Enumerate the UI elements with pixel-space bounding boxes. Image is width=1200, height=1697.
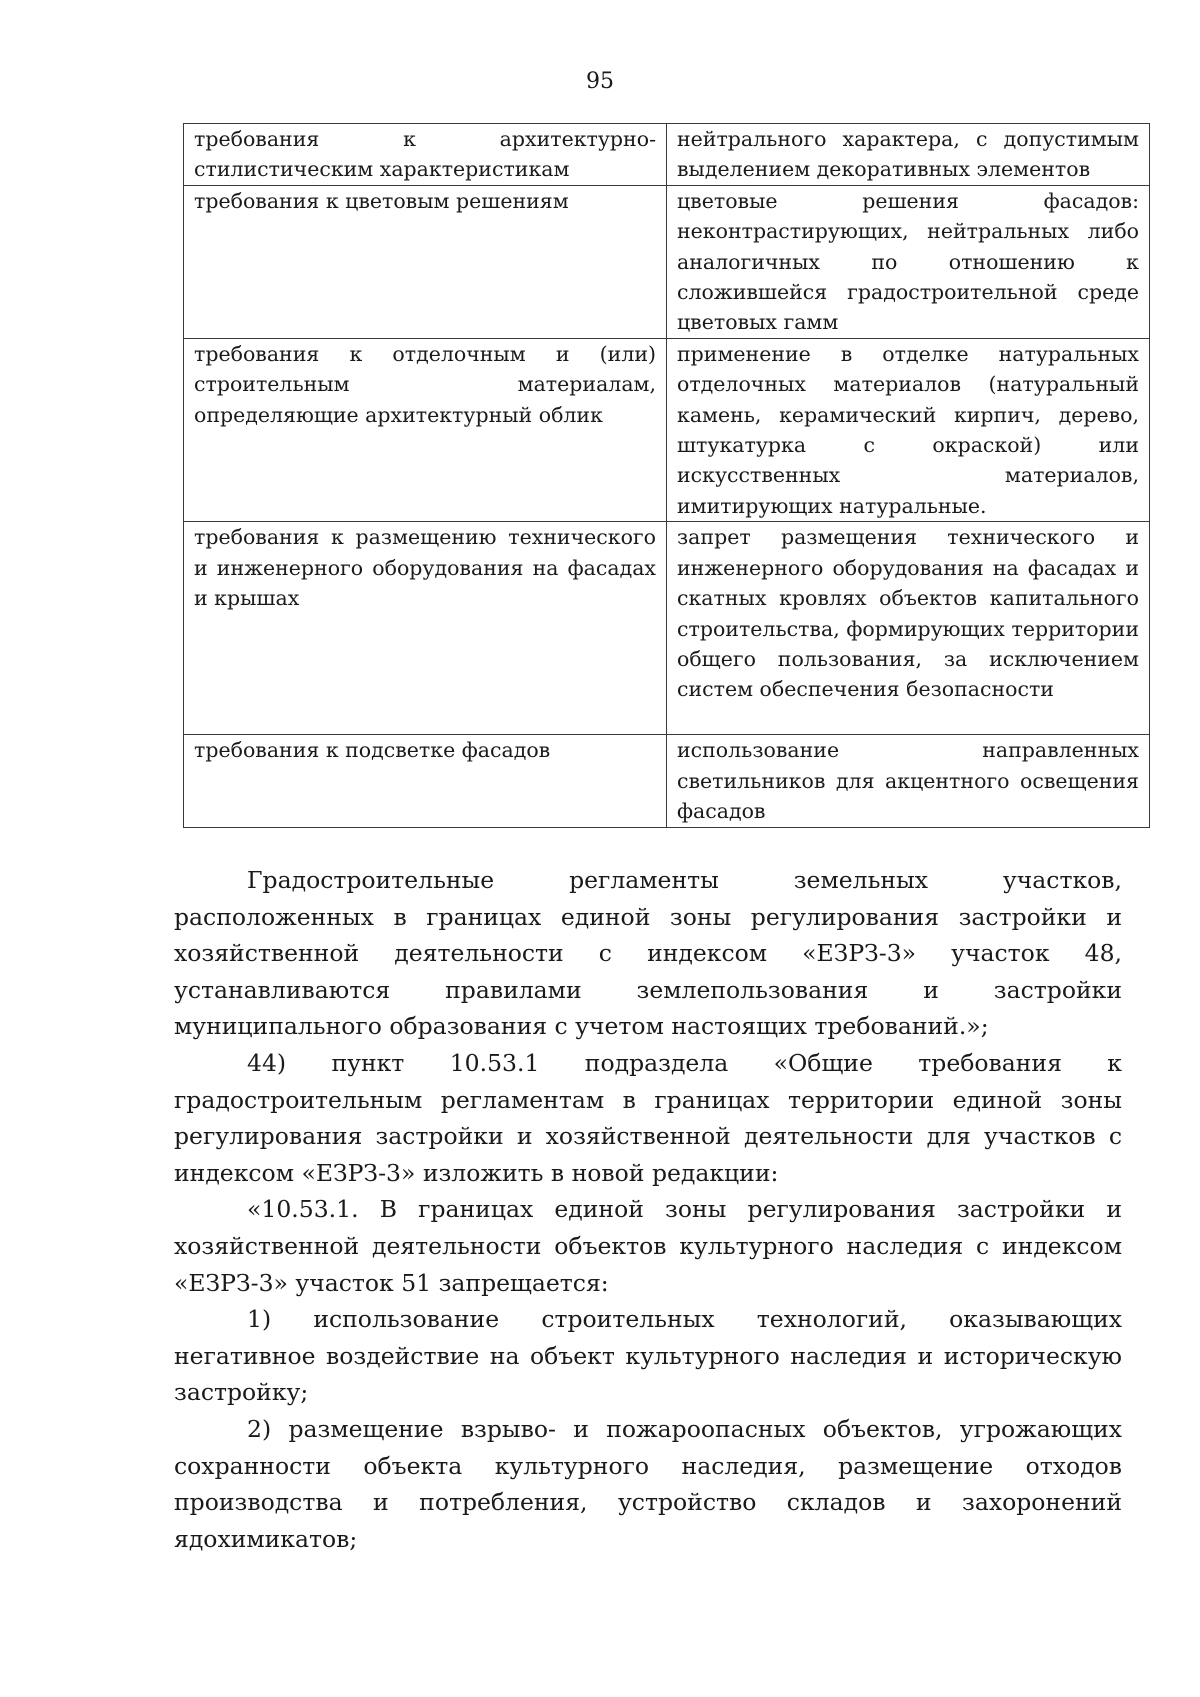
paragraph-prohibition-1: 1) использование строительных технологий, оказывающих негативное воздействие на объект культурного наследия и историческую застройку; [174,1305,1122,1407]
table-row [184,185,1150,338]
paragraph-item-44: 44) пункт 10.53.1 подраздела «Общие требования к градостроительным регламентам в границах территории единой зоны регулирования застройки и хозяйственной деятельности для участков с индексом «ЕЗРЗ-3» изложить в новой редакции: [174,1048,1122,1187]
requirement-cell: требования к отделочным и (или) строительным материалам, определяющие архитектурный облик [184,338,667,521]
requirement-cell: требования к размещению технического и инженерного оборудования на фасадах и крышах [184,522,667,735]
value-cell: запрет размещения технического и инженерного оборудования на фасадах и скатных кровлях объектов капитального строительства, формирующих территории общего пользования, за исключением систем обеспечения безопасности [667,522,1150,735]
value-cell: нейтрального характера, с допустимым выделением декоративных элементов [667,124,1150,186]
paragraph-clause-10-53-1: «10.53.1. В границах единой зоны регулирования застройки и хозяйственной деятельности объектов культурного наследия с индексом «ЕЗРЗ-3» участок 51 запрещается: [174,1195,1122,1297]
table-row [184,522,1150,735]
requirement-cell: требования к подсветке фасадов [184,735,667,827]
value-cell: использование направленных светильников для акцентного освещения фасадов [667,735,1150,827]
requirement-cell: требования к архитектурно-стилистическим характеристикам [184,124,667,186]
value-cell: цветовые решения фасадов: неконтрастирующих, нейтральных либо аналогичных по отношению к сложившейся градостроительной среде цветовых гамм [667,185,1150,338]
table-row [184,124,1150,186]
body-text [174,862,1122,1557]
requirement-cell: требования к цветовым решениям [184,185,667,338]
table-row [184,735,1150,827]
table-row [184,338,1150,521]
page-number: 95 [586,69,614,94]
paragraph-prohibition-2: 2) размещение взрыво- и пожароопасных объектов, угрожающих сохранности объекта культурного наследия, размещение отходов производства и потребления, устройство складов и захоронений ядохимикатов; [174,1414,1122,1553]
value-cell: применение в отделке натуральных отделочных материалов (натуральный камень, керамический кирпич, дерево, штукатурка с окраской) или искусственных материалов, имитирующих натуральные. [667,338,1150,521]
paragraph-regulations: Градостроительные регламенты земельных участков, расположенных в границах единой зоны регулирования застройки и хозяйственной деятельности с индексом «ЕЗРЗ-3» участок 48, устанавливаются правилами землепользования и застройки муниципального образования с учетом настоящих требований.»; [174,866,1122,1041]
requirements-table [183,123,1150,828]
